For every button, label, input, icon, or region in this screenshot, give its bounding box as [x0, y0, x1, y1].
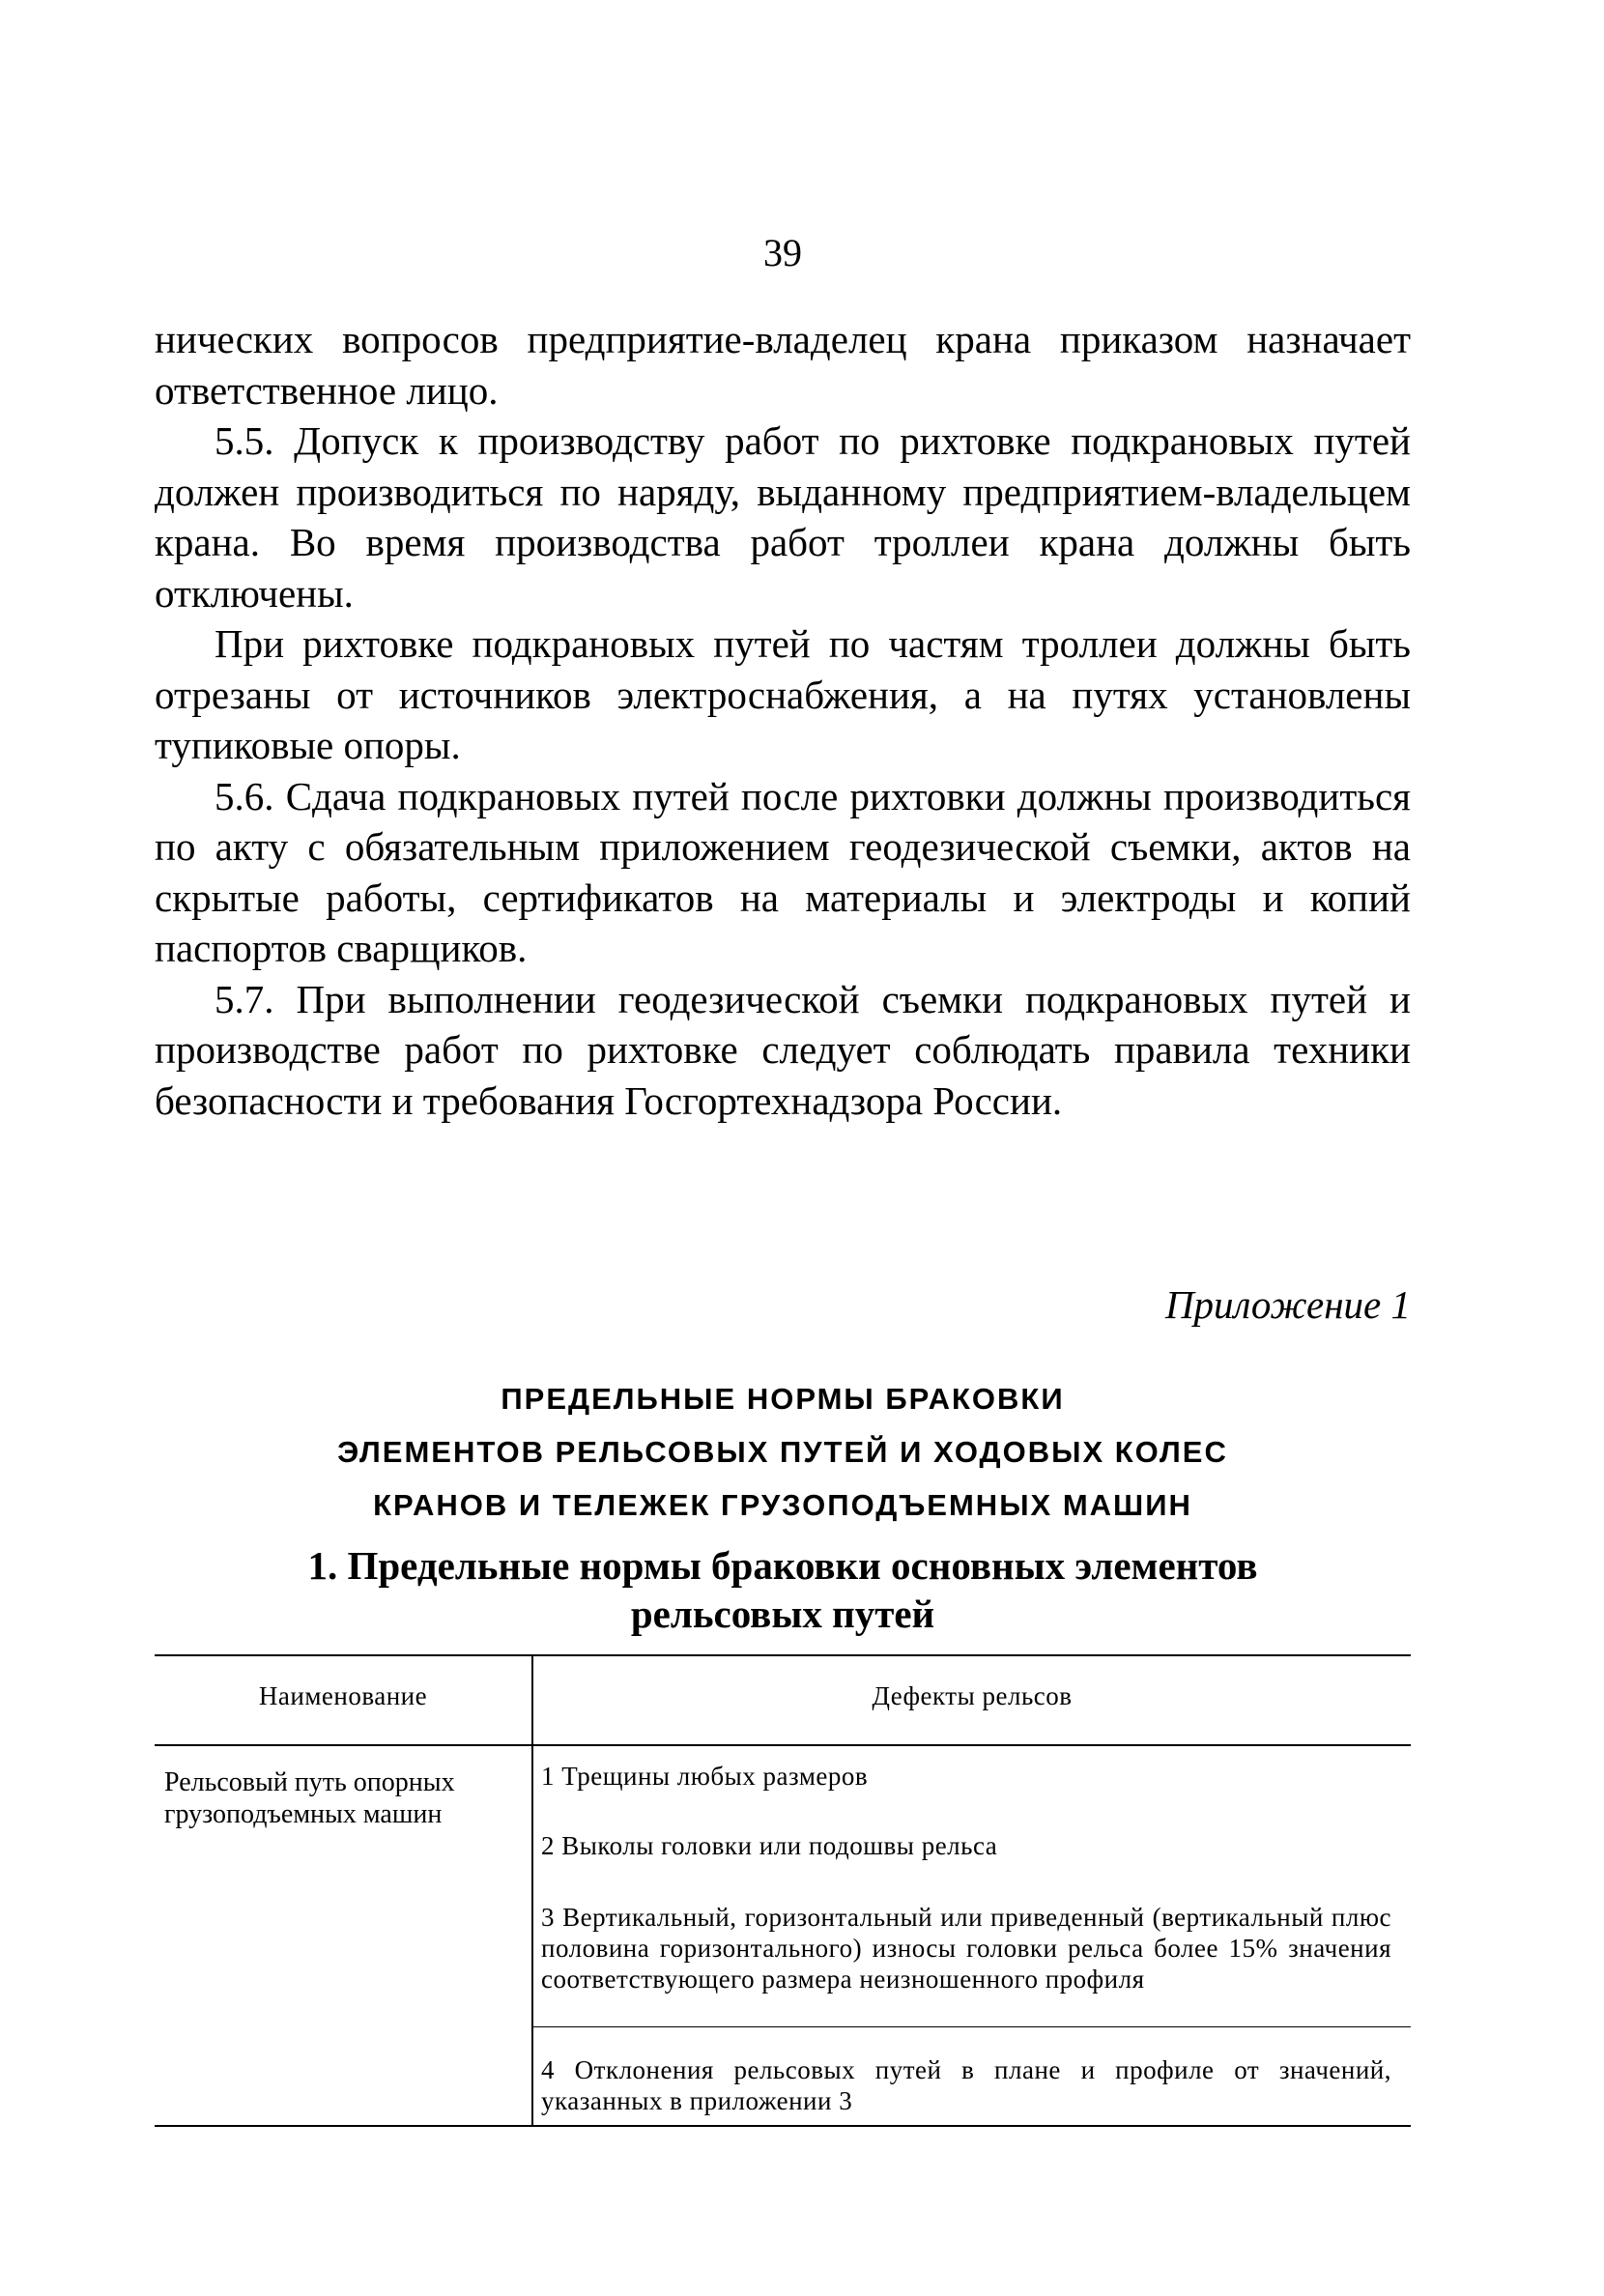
- defect-item: 2 Выколы головки или подошвы рельса: [541, 1831, 998, 1860]
- appendix-title-line: КРАНОВ И ТЕЛЕЖЕК ГРУЗОПОДЪЕМНЫХ МАШИН: [373, 1488, 1192, 1522]
- defect-item: 4 Отклонения рельсовых путей в плане и профиле от значений, указанных в приложении 3: [541, 2055, 1391, 2115]
- paragraph-continuation: нических вопросов предприятие-владелец крана приказом назначает ответственное лицо.: [155, 317, 1411, 413]
- row-name-cell: Рельсовый путь опорных грузоподъемных машин: [164, 1767, 455, 1829]
- table-bottom-rule: [155, 2125, 1411, 2127]
- body-text: [155, 314, 1411, 1126]
- defect-item: 3 Вертикальный, горизонтальный или приведенный (вертикальный плюс половина горизонтального) износы головки рельса более 15% значения соответствующего размера неизношенного профиля: [541, 1903, 1391, 1994]
- appendix-title-line: ЭЛЕМЕНТОВ РЕЛЬСОВЫХ ПУТЕЙ И ХОДОВЫХ КОЛЕС: [337, 1435, 1228, 1469]
- page-number: 39: [763, 231, 802, 274]
- appendix-title: [155, 1372, 1411, 1532]
- appendix-label: Приложение 1: [1164, 1282, 1411, 1327]
- table-header-rule: [155, 1744, 1411, 1746]
- defect-separator: [531, 2026, 1411, 2027]
- paragraph-5-7: 5.7. При выполнении геодезической съемки подкрановых путей и производстве работ по рихтовке следует соблюдать правила техники безопасности и требования Госгортехнадзора России.: [155, 976, 1411, 1123]
- section-title-line: 1. Предельные нормы браковки основных элементов: [307, 1543, 1258, 1588]
- document-page: [155, 0, 1411, 2296]
- defect-item: 1 Трещины любых размеров: [541, 1762, 869, 1791]
- paragraph-5-6: 5.6. Сдача подкрановых путей после рихтовки должны производиться по акту с обязательным приложением геодезической съемки, актов на скрытые работы, сертификатов на материалы и электроды и копий паспортов сварщиков.: [155, 773, 1411, 970]
- appendix-title-line: ПРЕДЕЛЬНЫЕ НОРМЫ БРАКОВКИ: [501, 1382, 1065, 1416]
- paragraph-5-5: 5.5. Допуск к производству работ по рихтовке подкрановых путей должен производиться по наряду, выданному предприятием-владельцем крана. Во время производства работ троллеи крана должны быть отключены.: [155, 418, 1411, 616]
- section-title-line: рельсовых путей: [630, 1592, 935, 1636]
- table-column-divider: [531, 1654, 533, 2125]
- column-header-name: Наименование: [258, 1681, 428, 1710]
- paragraph-trolley-cut: При рихтовке подкрановых путей по частям троллеи должны быть отрезаны от источников электроснабжения, а на путях установлены тупиковые опоры.: [155, 621, 1411, 767]
- section-title: [155, 1541, 1411, 1638]
- column-header-defects: Дефекты рельсов: [872, 1681, 1073, 1710]
- table-top-rule: [155, 1654, 1411, 1656]
